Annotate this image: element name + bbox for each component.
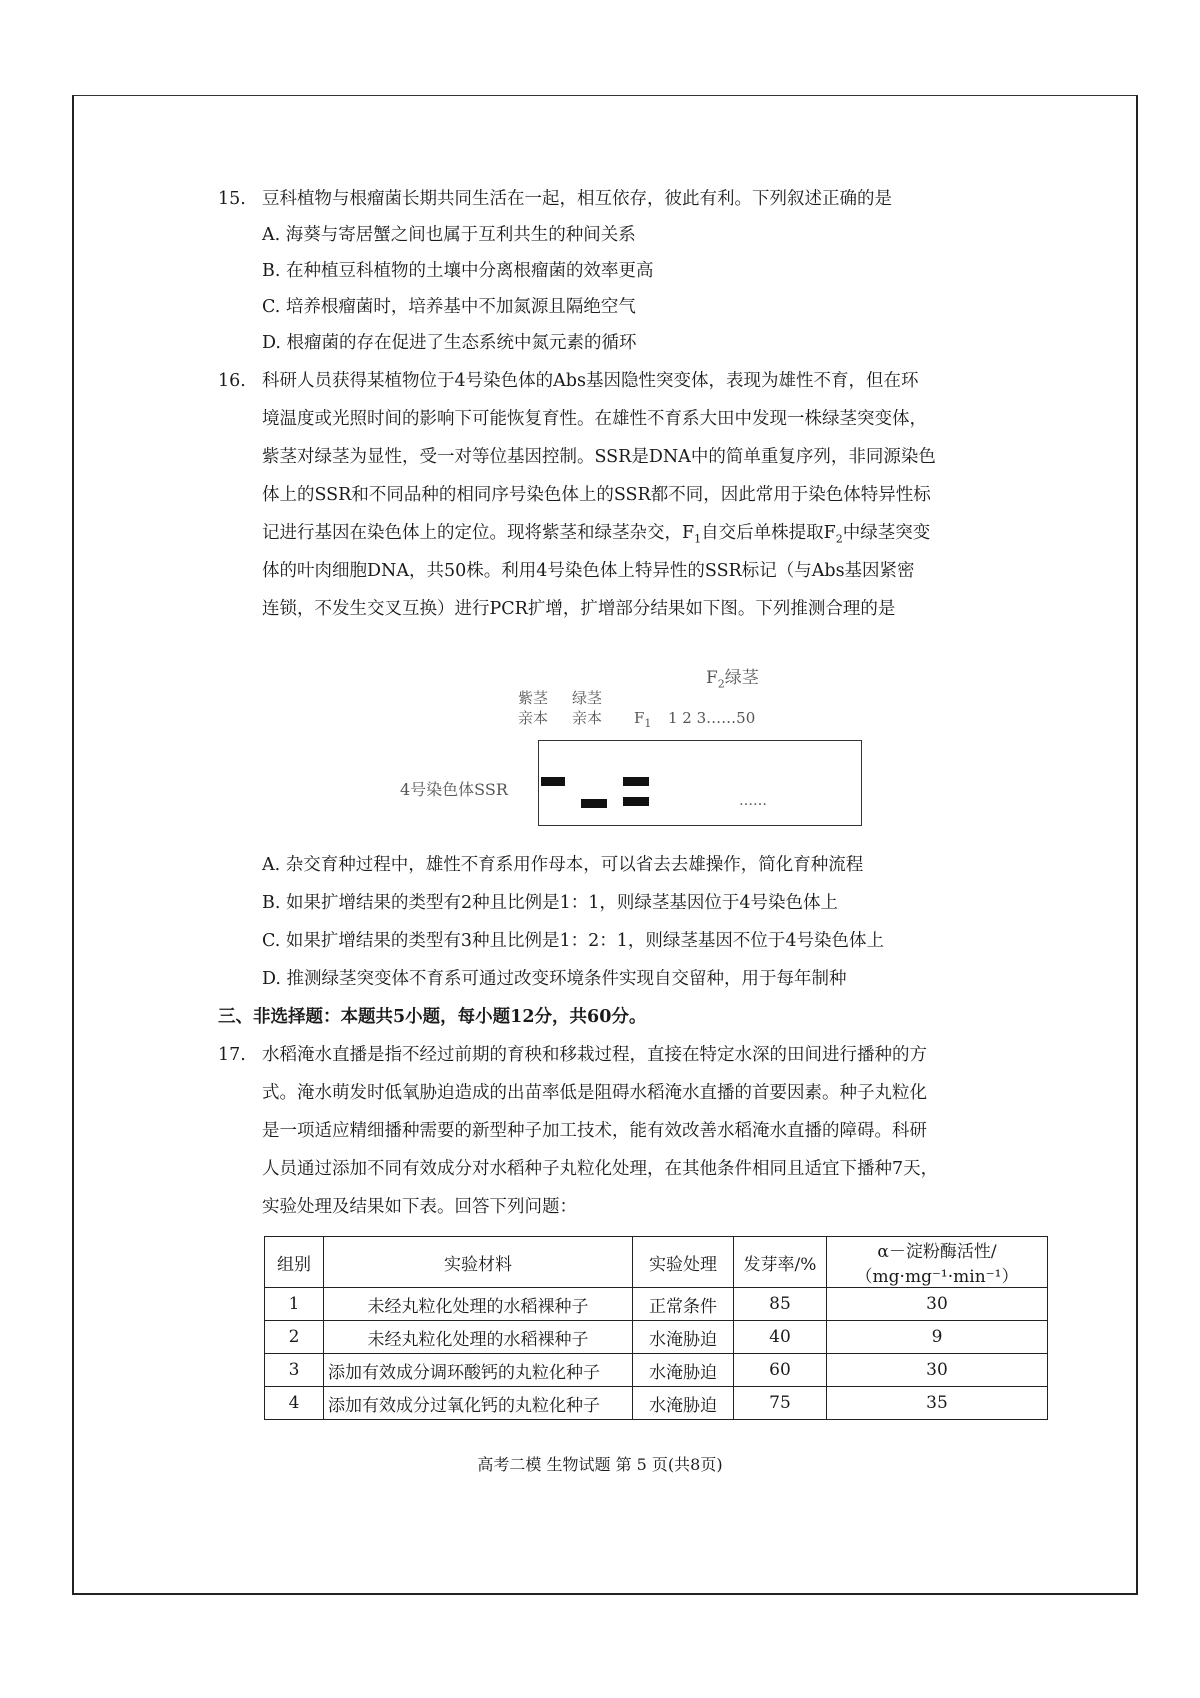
lane-numbers: 1 2 3……50 [668,709,756,727]
cell-material: 未经丸粒化处理的水稻裸种子 [324,1321,633,1354]
question-number: 17. [218,1045,246,1065]
cell-germination: 40 [734,1321,827,1354]
band-f1-upper [623,777,649,786]
option-d: D. 根瘤菌的存在促进了生态系统中氮元素的循环 [262,333,637,353]
option-c: C. 培养根瘤菌时，培养基中不加氮源且隔绝空气 [262,297,636,317]
label-line: 亲本 [572,709,603,727]
cell-treatment: 水淹胁迫 [633,1387,734,1420]
option-d: D. 推测绿茎突变体不育系可通过改变环境条件实现自交留种，用于每年制种 [262,969,847,989]
section-heading: 三、非选择题：本题共5小题，每小题12分，共60分。 [218,1007,647,1027]
table-row [265,1387,1048,1420]
band-f1-lower [623,797,649,806]
f2-header [706,668,759,694]
cell-amylase: 30 [827,1288,1048,1321]
option-a: A. 杂交育种过程中，雄性不育系用作母本，可以省去去雄操作，简化育种流程 [262,855,864,875]
question-number: 16. [218,371,246,391]
table-row [265,1321,1048,1354]
cell-material: 未经丸粒化处理的水稻裸种子 [324,1288,633,1321]
band-purple-parent [541,777,565,786]
header-material: 实验材料 [324,1237,633,1288]
cell-germination: 75 [734,1387,827,1420]
header-germination: 发芽率/% [734,1237,827,1288]
stem-line: 科研人员获得某植物位于4号染色体的Abs基因隐性突变体，表现为雄性不育，但在环 [262,371,919,391]
cell-group: 4 [265,1387,324,1420]
question-stem: 豆科植物与根瘤菌长期共同生活在一起，相互依存，彼此有利。下列叙述正确的是 [262,189,892,209]
stem-line: 境温度或光照时间的影响下可能恢复育性。在雄性不育系大田中发现一株绿茎突变体， [262,409,927,429]
cell-group: 1 [265,1288,324,1321]
cell-material: 添加有效成分过氧化钙的丸粒化种子 [324,1387,633,1420]
cell-material: 添加有效成分调环酸钙的丸粒化种子 [324,1354,633,1387]
f1-text: F [634,709,645,727]
option-b: B. 如果扩增结果的类型有2种且比例是1：1，则绿茎基因位于4号染色体上 [262,893,839,913]
cell-germination: 60 [734,1354,827,1387]
option-a: A. 海葵与寄居蟹之间也属于互利共生的种间关系 [262,225,636,245]
subscript: 1 [644,717,652,730]
purple-parent-label [518,688,548,728]
f2-label-rest: 绿茎 [724,668,759,688]
stem-line: 是一项适应精细播种需要的新型种子加工技术，能有效改善水稻淹水直播的障碍。科研 [262,1121,927,1141]
f1-label [634,708,651,734]
stem-line: 水稻淹水直播是指不经过前期的育秧和移栽过程，直接在特定水深的田间进行播种的方 [262,1045,927,1065]
gel-image [538,740,862,826]
table-row [265,1354,1048,1387]
header-amylase-title: α－淀粉酶活性/ [877,1242,997,1262]
stem-text: 记进行基因在染色体上的定位。现将紫茎和绿茎杂交，F [262,523,695,543]
green-parent-label [572,688,602,728]
label-line: 绿茎 [572,689,603,707]
cell-germination: 85 [734,1288,827,1321]
subscript: 2 [717,677,725,691]
subscript: 1 [694,532,702,546]
page-footer: 高考二模 生物试题 第 5 页(共8页) [477,1455,723,1474]
table-row [265,1288,1048,1321]
cell-amylase: 30 [827,1354,1048,1387]
header-amylase-unit: （mg·mg⁻¹·min⁻¹） [855,1267,1019,1287]
header-treatment: 实验处理 [633,1237,734,1288]
cell-treatment: 水淹胁迫 [633,1321,734,1354]
cell-treatment: 水淹胁迫 [633,1354,734,1387]
band-ellipsis: …… [739,793,767,809]
results-table [264,1236,1048,1420]
stem-line: 人员通过添加不同有效成分对水稻种子丸粒化处理，在其他条件相同且适宜下播种7天， [262,1159,939,1179]
header-group: 组别 [265,1237,324,1288]
stem-line: 体上的SSR和不同品种的相同序号染色体上的SSR都不同，因此常用于染色体特异性标 [262,485,931,505]
question-number: 15. [218,189,246,209]
f2-label: F [706,668,718,688]
cell-amylase: 9 [827,1321,1048,1354]
label-line: 紫茎 [518,689,549,707]
stem-line: 紫茎对绿茎为显性，受一对等位基因控制。SSR是DNA中的简单重复序列，非同源染色 [262,447,936,467]
stem-text: 自交后单株提取F [701,523,836,543]
stem-line: 连锁，不发生交叉互换）进行PCR扩增，扩增部分结果如下图。下列推测合理的是 [262,599,896,619]
ssr-row-label: 4号染色体SSR [400,780,508,799]
stem-line: 式。淹水萌发时低氧胁迫造成的出苗率低是阻碍水稻淹水直播的首要因素。种子丸粒化 [262,1083,927,1103]
stem-line: 实验处理及结果如下表。回答下列问题： [262,1197,577,1217]
cell-group: 3 [265,1354,324,1387]
label-line: 亲本 [518,709,549,727]
band-green-parent [581,799,607,808]
stem-text: 中绿茎突变 [842,523,931,543]
stem-line: 体的叶肉细胞DNA，共50株。利用4号染色体上特异性的SSR标记（与Abs基因紧密 [262,561,915,581]
table-header-row [265,1237,1048,1288]
cell-group: 2 [265,1321,324,1354]
option-c: C. 如果扩增结果的类型有3种且比例是1：2：1，则绿茎基因不位于4号染色体上 [262,931,885,951]
cell-treatment: 正常条件 [633,1288,734,1321]
subscript: 2 [835,532,843,546]
cell-amylase: 35 [827,1387,1048,1420]
option-b: B. 在种植豆科植物的土壤中分离根瘤菌的效率更高 [262,261,654,281]
header-amylase [827,1237,1048,1288]
